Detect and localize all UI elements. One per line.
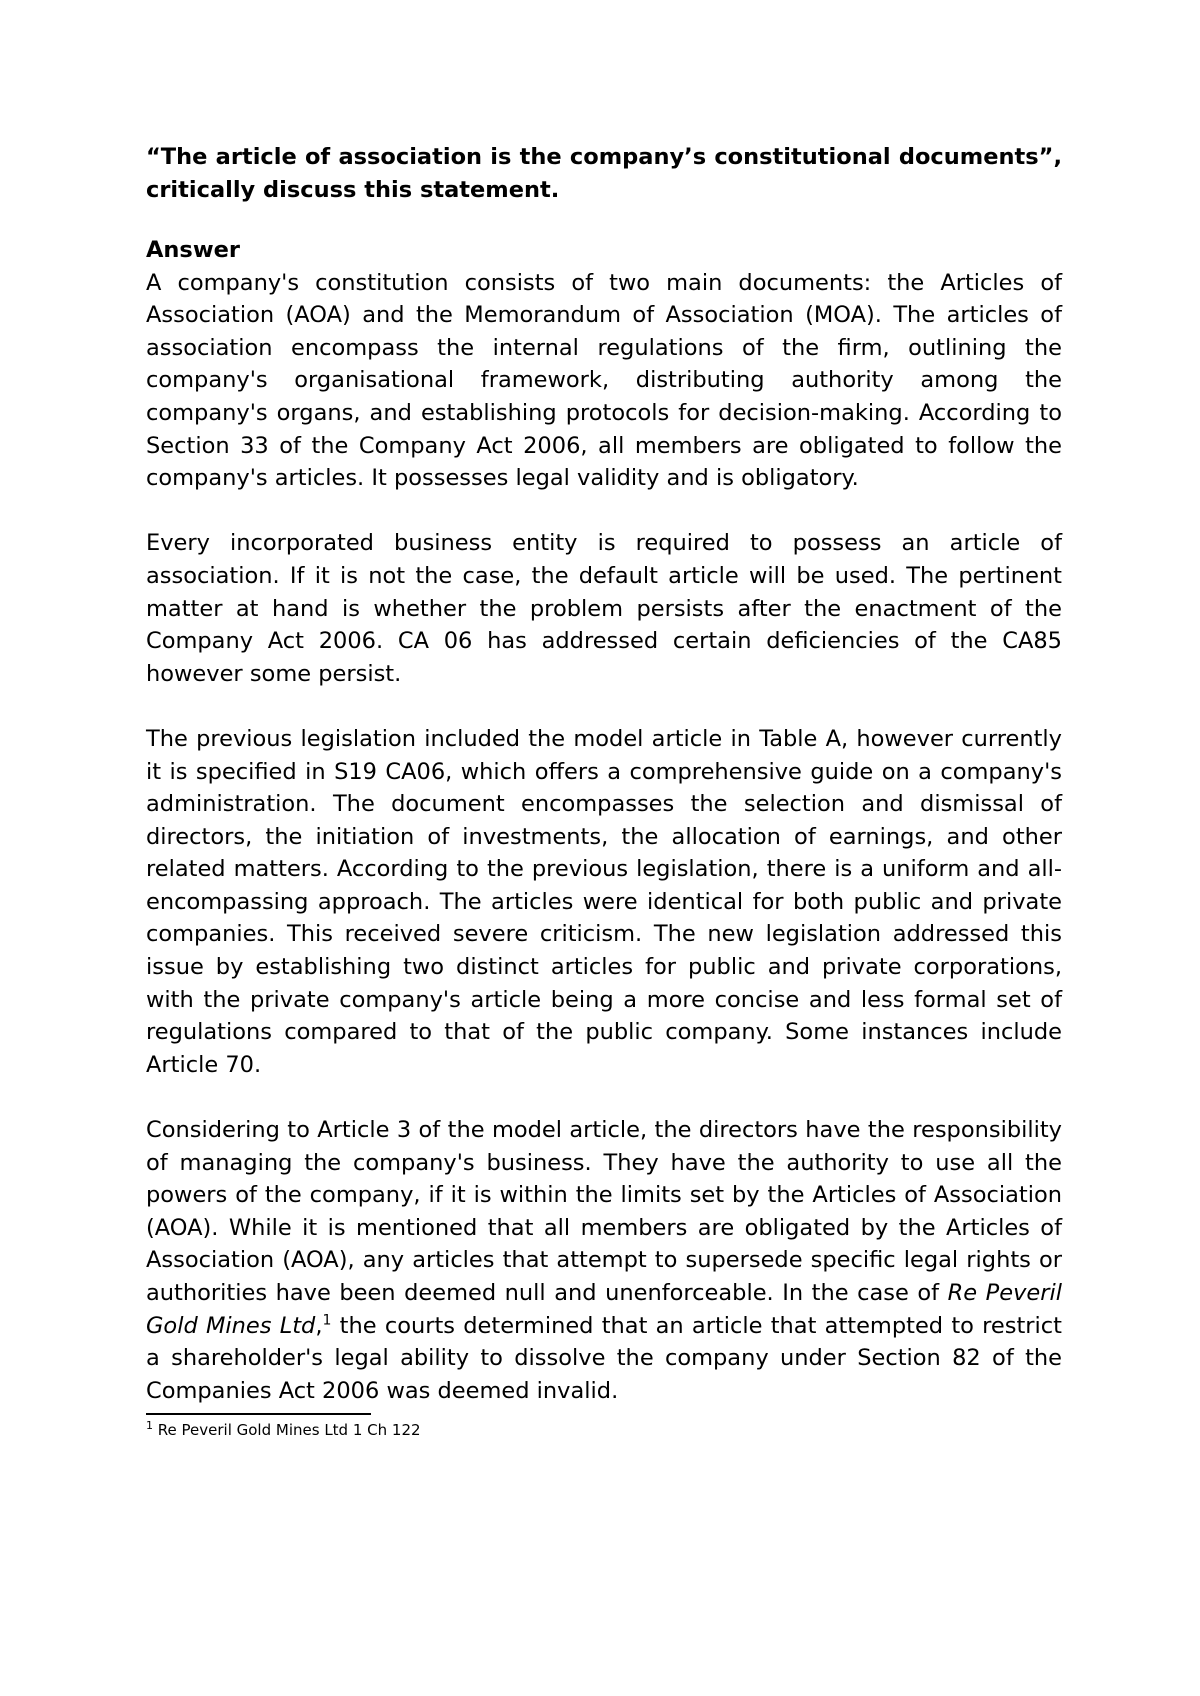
paragraph-2: Every incorporated business entity is required to possess an article of association. If it is not the case, the default article will be used. The pertinent matter at hand is whether the problem persists after the enactment of the Company Act 2006. CA 06 has addressed certain deficiencies of the CA85 however some persist. (146, 530, 1062, 687)
footnote (146, 1419, 1062, 1441)
paragraph-4-text: Considering to Article 3 of the model article, the directors have the responsibility of managing the company's business. They have the authority to use all the powers of the company, if it is within the limits set by the Articles of Association (AOA). While it is mentioned that all members are obligated by the Articles of Association (AOA), any articles that attempt to supersede specific legal rights or authorities have been deemed null and unenforceable. In the case of (146, 1117, 1062, 1306)
paragraph-4-text-end: the courts determined that an article that attempted to restrict a shareholder's legal ability to dissolve the company under Section 82 of the Companies Act 2006 was deemed invalid. (146, 1312, 1062, 1404)
page-title: “The article of association is the company’s constitutional documents”, critically discuss this statement. (146, 144, 1062, 203)
footnote-text: Re Peveril Gold Mines Ltd 1 Ch 122 (153, 1421, 421, 1440)
document-page (146, 141, 1062, 1441)
paragraph-3: The previous legislation included the model article in Table A, however currently it is specified in S19 CA06, which offers a comprehensive guide on a company's administration. The document encompasses the selection and dismissal of directors, the initiation of investments, the allocation of earnings, and other related matters. According to the previous legislation, there is a uniform and all-encompassing approach. The articles were identical for both public and private companies. This received severe criticism. The new legislation addressed this issue by establishing two distinct articles for public and private corporations, with the private company's article being a more concise and less formal set of regulations compared to that of the public company. Some instances include Article 70. (146, 725, 1062, 1078)
footnote-divider (146, 1413, 371, 1415)
footnote-reference[interactable]: 1 (322, 1312, 332, 1329)
paragraph-1: A company's constitution consists of two main documents: the Articles of Association (AOA) and the Memorandum of Association (MOA). The articles of association encompass the internal regulations of the firm, outlining the company's organisational framework, distributing authority among the company's organs, and establishing protocols for decision-making. According to Section 33 of the Company Act 2006, all members are obligated to follow the company's articles. It possesses legal validity and is obligatory. (146, 269, 1062, 492)
paragraph-4 (146, 1114, 1062, 1407)
case-comma: , (315, 1312, 323, 1339)
case-name: Re Peveril Gold Mines Ltd (146, 1280, 1062, 1339)
footnote-number: 1 (146, 1419, 153, 1433)
answer-heading: Answer (146, 237, 240, 263)
